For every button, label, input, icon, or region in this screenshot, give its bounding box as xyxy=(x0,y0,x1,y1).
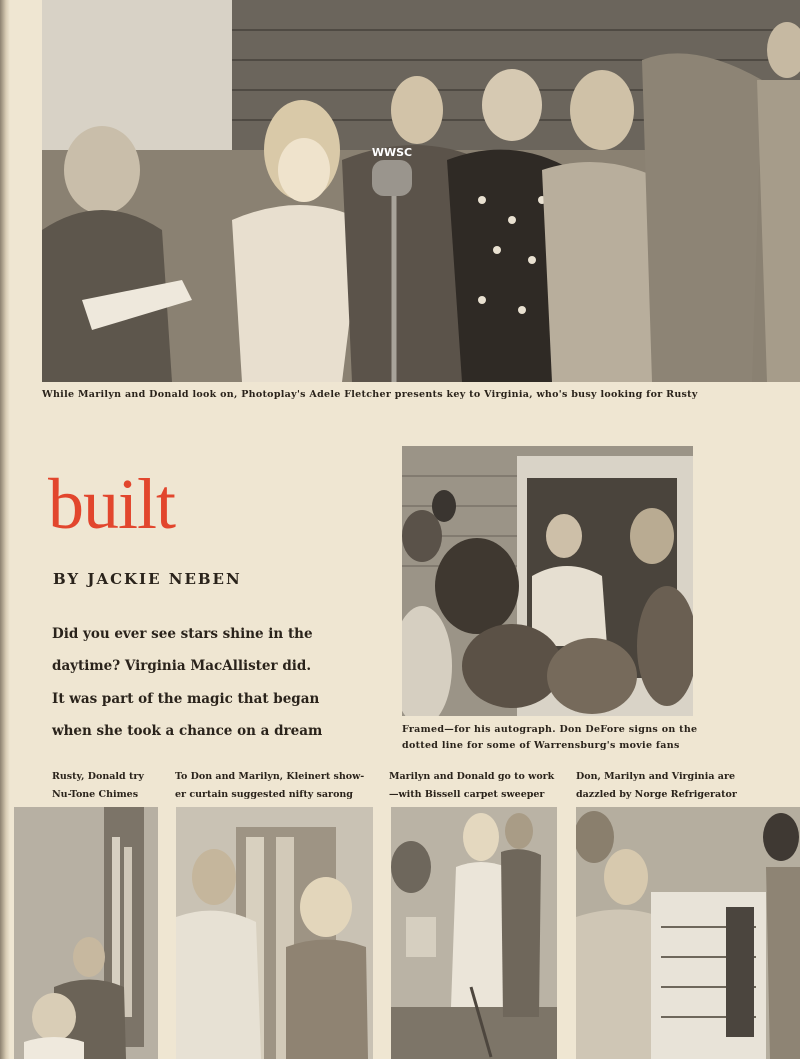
autograph-caption-line: Framed—for his autograph. Don DeFore signs on the xyxy=(402,724,698,735)
bissell-caption-line: —with Bissell carpet sweeper xyxy=(389,789,545,800)
autograph-caption-line: dotted line for some of Warrensburg's movie fans xyxy=(402,740,680,751)
bissell-photo xyxy=(391,807,557,1059)
intro-paragraph xyxy=(52,618,352,747)
chimes-caption-line: Nu-Tone Chimes xyxy=(52,789,139,800)
norge-caption-line: Don, Marilyn and Virginia are xyxy=(576,771,735,782)
sarong-photo xyxy=(176,807,373,1059)
autograph-photo xyxy=(402,446,693,716)
norge-photo xyxy=(576,807,800,1059)
top-photo-caption: While Marilyn and Donald look on, Photoplay's Adele Fletcher presents key to Virginia, who's busy looking for Rusty xyxy=(42,389,698,400)
bissell-caption-line: Marilyn and Donald go to work xyxy=(389,771,555,782)
chimes-caption xyxy=(52,768,144,804)
intro-line: Did you ever see stars shine in the xyxy=(52,626,313,642)
top-group-photo xyxy=(42,0,800,382)
sarong-caption-line: To Don and Marilyn, Kleinert show- xyxy=(175,771,365,782)
intro-line: when she took a chance on a dream xyxy=(52,722,323,739)
page-gutter xyxy=(0,0,10,1059)
chimes-caption-line: Rusty, Donald try xyxy=(52,771,144,782)
norge-caption-line: dazzled by Norge Refrigerator xyxy=(576,789,737,800)
byline: BY JACKIE NEBEN xyxy=(53,570,242,588)
intro-line: It was part of the magic that began xyxy=(52,690,320,707)
norge-caption xyxy=(576,768,737,804)
article-title: built xyxy=(48,464,176,544)
intro-line: daytime? Virginia MacAllister did. xyxy=(52,658,312,675)
mic-sign: WWSC xyxy=(371,146,413,159)
sarong-caption-line: er curtain suggested nifty sarong xyxy=(175,789,353,800)
sarong-caption xyxy=(175,768,364,804)
bissell-caption xyxy=(389,768,554,804)
chimes-photo xyxy=(14,807,158,1059)
autograph-caption xyxy=(402,722,697,754)
